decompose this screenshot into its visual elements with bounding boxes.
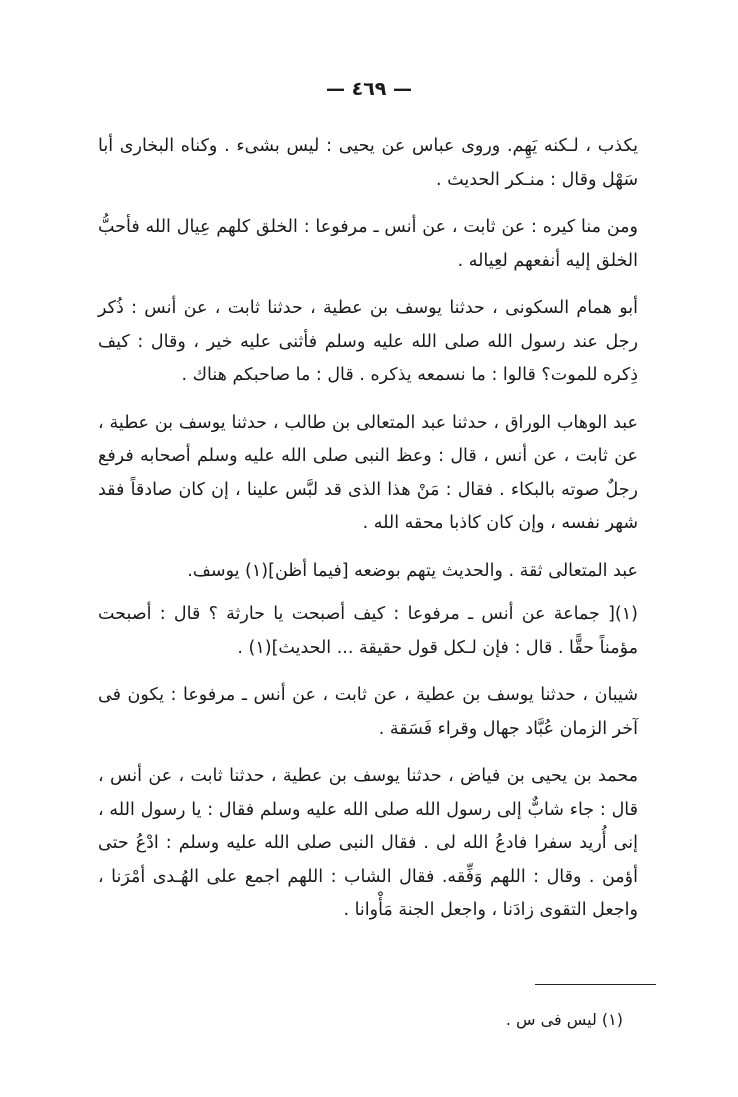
page-number: — ٤٦٩ — bbox=[325, 78, 413, 100]
footnote: (١) ليس فى س . bbox=[505, 1010, 623, 1029]
paragraph-7: شيبان ، حدثنا يوسف بن عطية ، عن ثابت ، عن أنس ـ مرفوعا : يكون فى آخر الزمان عُبَّاد جهال وقراء فَسَقة . bbox=[98, 685, 638, 739]
paragraph-3: أبو همام السكونى ، حدثنا يوسف بن عطية ، حدثنا ثابت ، عن أنس : ذُكر رجل عند رسول الله صلى الله عليه وسلم فأثنى عليه خير ، وقال : كيف ذِكره للموت؟ قالوا : ما نسمعه يذكره . قال : ما صاحبكم هناك . bbox=[98, 298, 638, 385]
paragraph-8: محمد بن يحيى بن فياض ، حدثنا يوسف بن عطية ، حدثنا ثابت ، عن أنس ، قال : جاء شابٌّ إلى رسول الله صلى الله عليه وسلم فقال : يا رسول الله ، إنى أُريد سفرا فادعُ الله لى . فقال النبى صلى الله عليه وسلم : ادْعُ حتى أؤمن . وقال : اللهم وَفِّقه. فقال الشاب : اللهم اجمع على الهُـدى أمْرَنا ، واجعل التقوى زادَنا ، واجعل الجنة مَأْوانا . bbox=[98, 766, 638, 920]
main-text bbox=[98, 130, 638, 942]
paragraph-1: يكذب ، لـكنه يَهِم. وروى عباس عن يحيى : ليس بشىء . وكناه البخارى أبا سَهْل وقال : منـكر الحديث . bbox=[98, 136, 638, 190]
paragraph-2: ومن منا كيره : عن ثابت ، عن أنس ـ مرفوعا : الخلق كلهم عِيال الله فأحبُّ الخلق إليه أنفعهم لعِياله . bbox=[98, 217, 638, 271]
footnote-divider bbox=[535, 984, 656, 985]
paragraph-6: (١)[ جماعة عن أنس ـ مرفوعا : كيف أصبحت يا حارثة ؟ قال : أصبحت مؤمناً حقًّا . قال : فإن لـكل قول حقيقة ... الحديث](١) . bbox=[98, 604, 638, 658]
paragraph-4: عبد الوهاب الوراق ، حدثنا عبد المتعالى بن طالب ، حدثنا يوسف بن عطية ، عن ثابت ، عن أنس ، قال : وعظ النبى صلى الله عليه وسلم أصحابه فرفع رجلٌ صوته بالبكاء . فقال : مَنْ هذا الذى قد لبَّس علينا ، إن كان صادقاً فقد شهر نفسه ، وإن كان كاذبا محقه الله . bbox=[98, 412, 638, 533]
paragraph-5: عبد المتعالى ثقة . والحديث يتهم بوضعه [فيما أظن](١) يوسف. bbox=[187, 560, 638, 581]
